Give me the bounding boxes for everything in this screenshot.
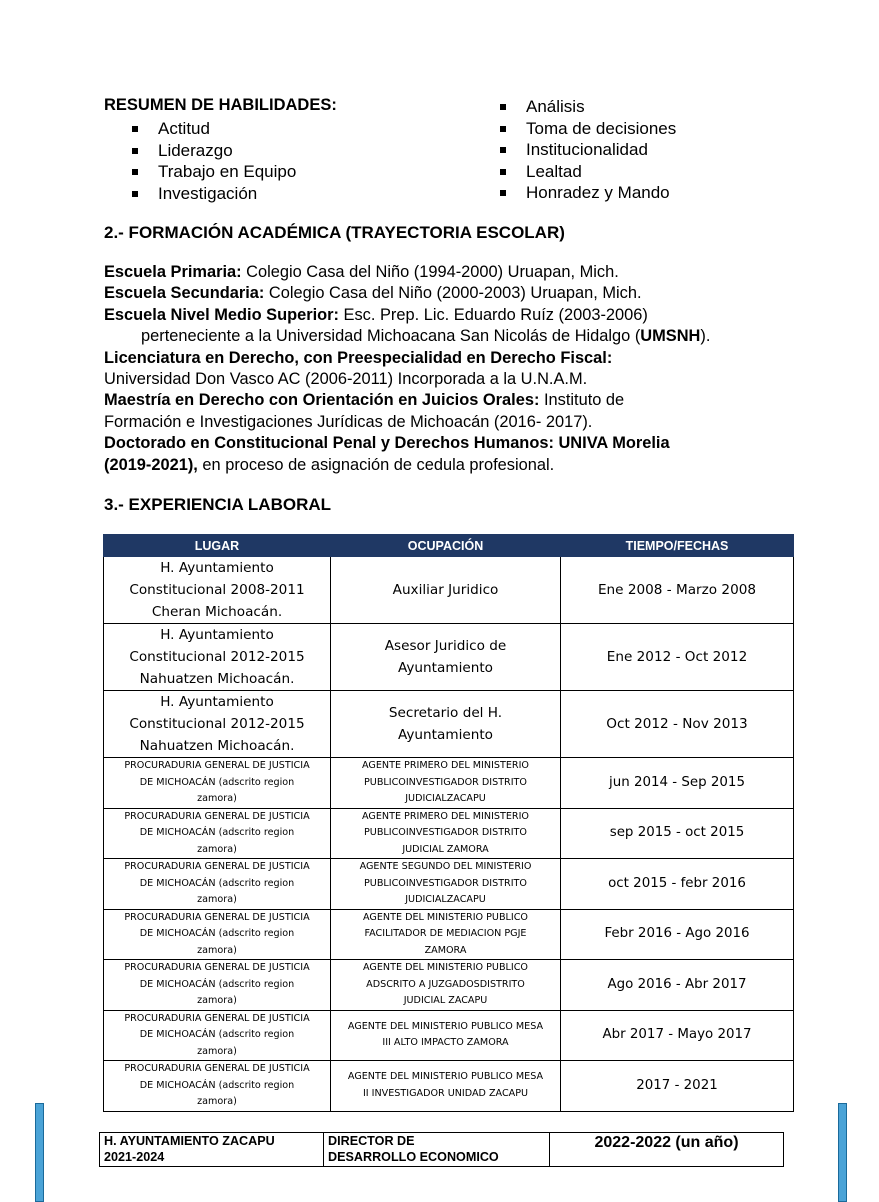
skill-item: Investigación xyxy=(132,183,296,205)
table-row xyxy=(104,1010,794,1061)
experience-table-body xyxy=(104,557,794,1112)
education-doctorado: Doctorado en Constitucional Penal y Derechos Humanos: UNIVA Morelia xyxy=(104,434,670,453)
education-doctorado-cont: (2019-2021), en proceso de asignación de cedula profesional. xyxy=(104,455,555,474)
skills-list-right xyxy=(500,96,676,204)
cell-ocupacion: Secretario del H. Ayuntamiento xyxy=(331,691,561,758)
cell-fecha: 2017 - 2021 xyxy=(561,1061,794,1112)
current-ocupacion: DIRECTOR DE DESARROLLO ECONOMICO xyxy=(324,1133,550,1167)
bullet-icon xyxy=(132,169,138,175)
table-row xyxy=(104,691,794,758)
education-licenciatura-text: Universidad Don Vasco AC (2006-2011) Incorporada a la U.N.A.M. xyxy=(104,369,588,388)
cell-fecha: Abr 2017 - Mayo 2017 xyxy=(561,1010,794,1061)
skill-item: Liderazgo xyxy=(132,140,296,162)
education-media-superior: Escuela Nivel Medio Superior: Esc. Prep. Lic. Eduardo Ruíz (2003-2006) xyxy=(104,305,648,324)
cell-lugar: PROCURADURIA GENERAL DE JUSTICIA DE MICHOACÁN (adscrito region zamora) xyxy=(104,1061,331,1112)
table-row xyxy=(104,1061,794,1112)
table-row xyxy=(104,808,794,859)
cell-fecha: jun 2014 - Sep 2015 xyxy=(561,758,794,809)
education-maestria: Maestría en Derecho con Orientación en Juicios Orales: Instituto de xyxy=(104,391,625,410)
page-margin-bar-left xyxy=(35,1103,44,1202)
cell-lugar: H. Ayuntamiento Constitucional 2012-2015 Nahuatzen Michoacán. xyxy=(104,624,331,691)
cell-lugar: PROCURADURIA GENERAL DE JUSTICIA DE MICHOACÁN (adscrito region zamora) xyxy=(104,1010,331,1061)
bullet-icon xyxy=(132,148,138,154)
skills-list-left xyxy=(132,118,296,204)
skill-item: Lealtad xyxy=(500,161,676,183)
bullet-icon xyxy=(500,169,506,175)
page-margin-bar-right xyxy=(838,1103,847,1202)
cell-lugar: PROCURADURIA GENERAL DE JUSTICIA DE MICHOACÁN (adscrito region zamora) xyxy=(104,808,331,859)
cell-fecha: sep 2015 - oct 2015 xyxy=(561,808,794,859)
table-header-row xyxy=(104,535,794,557)
cell-ocupacion: AGENTE DEL MINISTERIO PUBLICO ADSCRITO A JUZGADOSDISTRITO JUDICIAL ZACAPU xyxy=(331,960,561,1011)
cell-ocupacion: AGENTE DEL MINISTERIO PUBLICO FACILITADOR DE MEDIACION PGJE ZAMORA xyxy=(331,909,561,960)
table-row xyxy=(104,909,794,960)
column-header-ocupacion: OCUPACIÓN xyxy=(331,535,561,557)
cell-lugar: PROCURADURIA GENERAL DE JUSTICIA DE MICHOACÁN (adscrito region zamora) xyxy=(104,909,331,960)
bullet-icon xyxy=(500,147,506,153)
education-maestria-cont: Formación e Investigaciones Jurídicas de Michoacán (2016- 2017). xyxy=(104,412,593,431)
experience-table xyxy=(103,534,794,1112)
skill-item: Honradez y Mando xyxy=(500,182,676,204)
cell-lugar: PROCURADURIA GENERAL DE JUSTICIA DE MICHOACÁN (adscrito region zamora) xyxy=(104,758,331,809)
cell-ocupacion: AGENTE PRIMERO DEL MINISTERIO PUBLICOINVESTIGADOR DISTRITO JUDICIALZACAPU xyxy=(331,758,561,809)
cell-ocupacion: AGENTE DEL MINISTERIO PUBLICO MESA II INVESTIGADOR UNIDAD ZACAPU xyxy=(331,1061,561,1112)
experience-heading: 3.- EXPERIENCIA LABORAL xyxy=(104,495,332,514)
cell-ocupacion: Auxiliar Juridico xyxy=(331,557,561,624)
cell-lugar: H. Ayuntamiento Constitucional 2012-2015 Nahuatzen Michoacán. xyxy=(104,691,331,758)
bullet-icon xyxy=(500,104,506,110)
bullet-icon xyxy=(500,126,506,132)
table-row xyxy=(104,758,794,809)
table-row xyxy=(104,859,794,910)
cell-fecha: Ene 2012 - Oct 2012 xyxy=(561,624,794,691)
education-heading: 2.- FORMACIÓN ACADÉMICA (TRAYECTORIA ESCOLAR) xyxy=(104,223,565,242)
skill-item: Trabajo en Equipo xyxy=(132,161,296,183)
skills-title: RESUMEN DE HABILIDADES: xyxy=(104,96,337,114)
skill-item: Actitud xyxy=(132,118,296,140)
cell-fecha: Ago 2016 - Abr 2017 xyxy=(561,960,794,1011)
cell-fecha: oct 2015 - febr 2016 xyxy=(561,859,794,910)
cell-fecha: Ene 2008 - Marzo 2008 xyxy=(561,557,794,624)
bullet-icon xyxy=(132,126,138,132)
education-licenciatura: Licenciatura en Derecho, con Preespecialidad en Derecho Fiscal: xyxy=(104,348,613,367)
current-lugar: H. AYUNTAMIENTO ZACAPU 2021-2024 xyxy=(100,1133,324,1167)
cell-ocupacion: AGENTE PRIMERO DEL MINISTERIO PUBLICOINVESTIGADOR DISTRITO JUDICIAL ZAMORA xyxy=(331,808,561,859)
cell-lugar: PROCURADURIA GENERAL DE JUSTICIA DE MICHOACÁN (adscrito region zamora) xyxy=(104,859,331,910)
skill-item: Institucionalidad xyxy=(500,139,676,161)
skill-item: Toma de decisiones xyxy=(500,118,676,140)
column-header-lugar: LUGAR xyxy=(104,535,331,557)
table-row xyxy=(100,1133,784,1167)
cell-ocupacion: Asesor Juridico de Ayuntamiento xyxy=(331,624,561,691)
current-position-table xyxy=(99,1132,784,1167)
cell-ocupacion: AGENTE DEL MINISTERIO PUBLICO MESA III ALTO IMPACTO ZAMORA xyxy=(331,1010,561,1061)
column-header-fechas: TIEMPO/FECHAS xyxy=(561,535,794,557)
current-fecha: 2022-2022 (un año) xyxy=(550,1133,784,1167)
table-row xyxy=(104,557,794,624)
bullet-icon xyxy=(132,191,138,197)
table-row xyxy=(104,624,794,691)
education-block xyxy=(104,262,804,476)
skill-item: Análisis xyxy=(500,96,676,118)
education-primaria: Escuela Primaria: Colegio Casa del Niño (1994-2000) Uruapan, Mich. xyxy=(104,263,619,281)
education-secundaria: Escuela Secundaria: Colegio Casa del Niño (2000-2003) Uruapan, Mich. xyxy=(104,284,642,303)
cell-lugar: PROCURADURIA GENERAL DE JUSTICIA DE MICHOACÁN (adscrito region zamora) xyxy=(104,960,331,1011)
education-media-superior-cont: perteneciente a la Universidad Michoacana San Nicolás de Hidalgo (UMSNH). xyxy=(141,327,711,346)
table-row xyxy=(104,960,794,1011)
cell-ocupacion: AGENTE SEGUNDO DEL MINISTERIO PUBLICOINVESTIGADOR DISTRITO JUDICIALZACAPU xyxy=(331,859,561,910)
cell-lugar: H. Ayuntamiento Constitucional 2008-2011 Cheran Michoacán. xyxy=(104,557,331,624)
bullet-icon xyxy=(500,190,506,196)
cell-fecha: Febr 2016 - Ago 2016 xyxy=(561,909,794,960)
cell-fecha: Oct 2012 - Nov 2013 xyxy=(561,691,794,758)
